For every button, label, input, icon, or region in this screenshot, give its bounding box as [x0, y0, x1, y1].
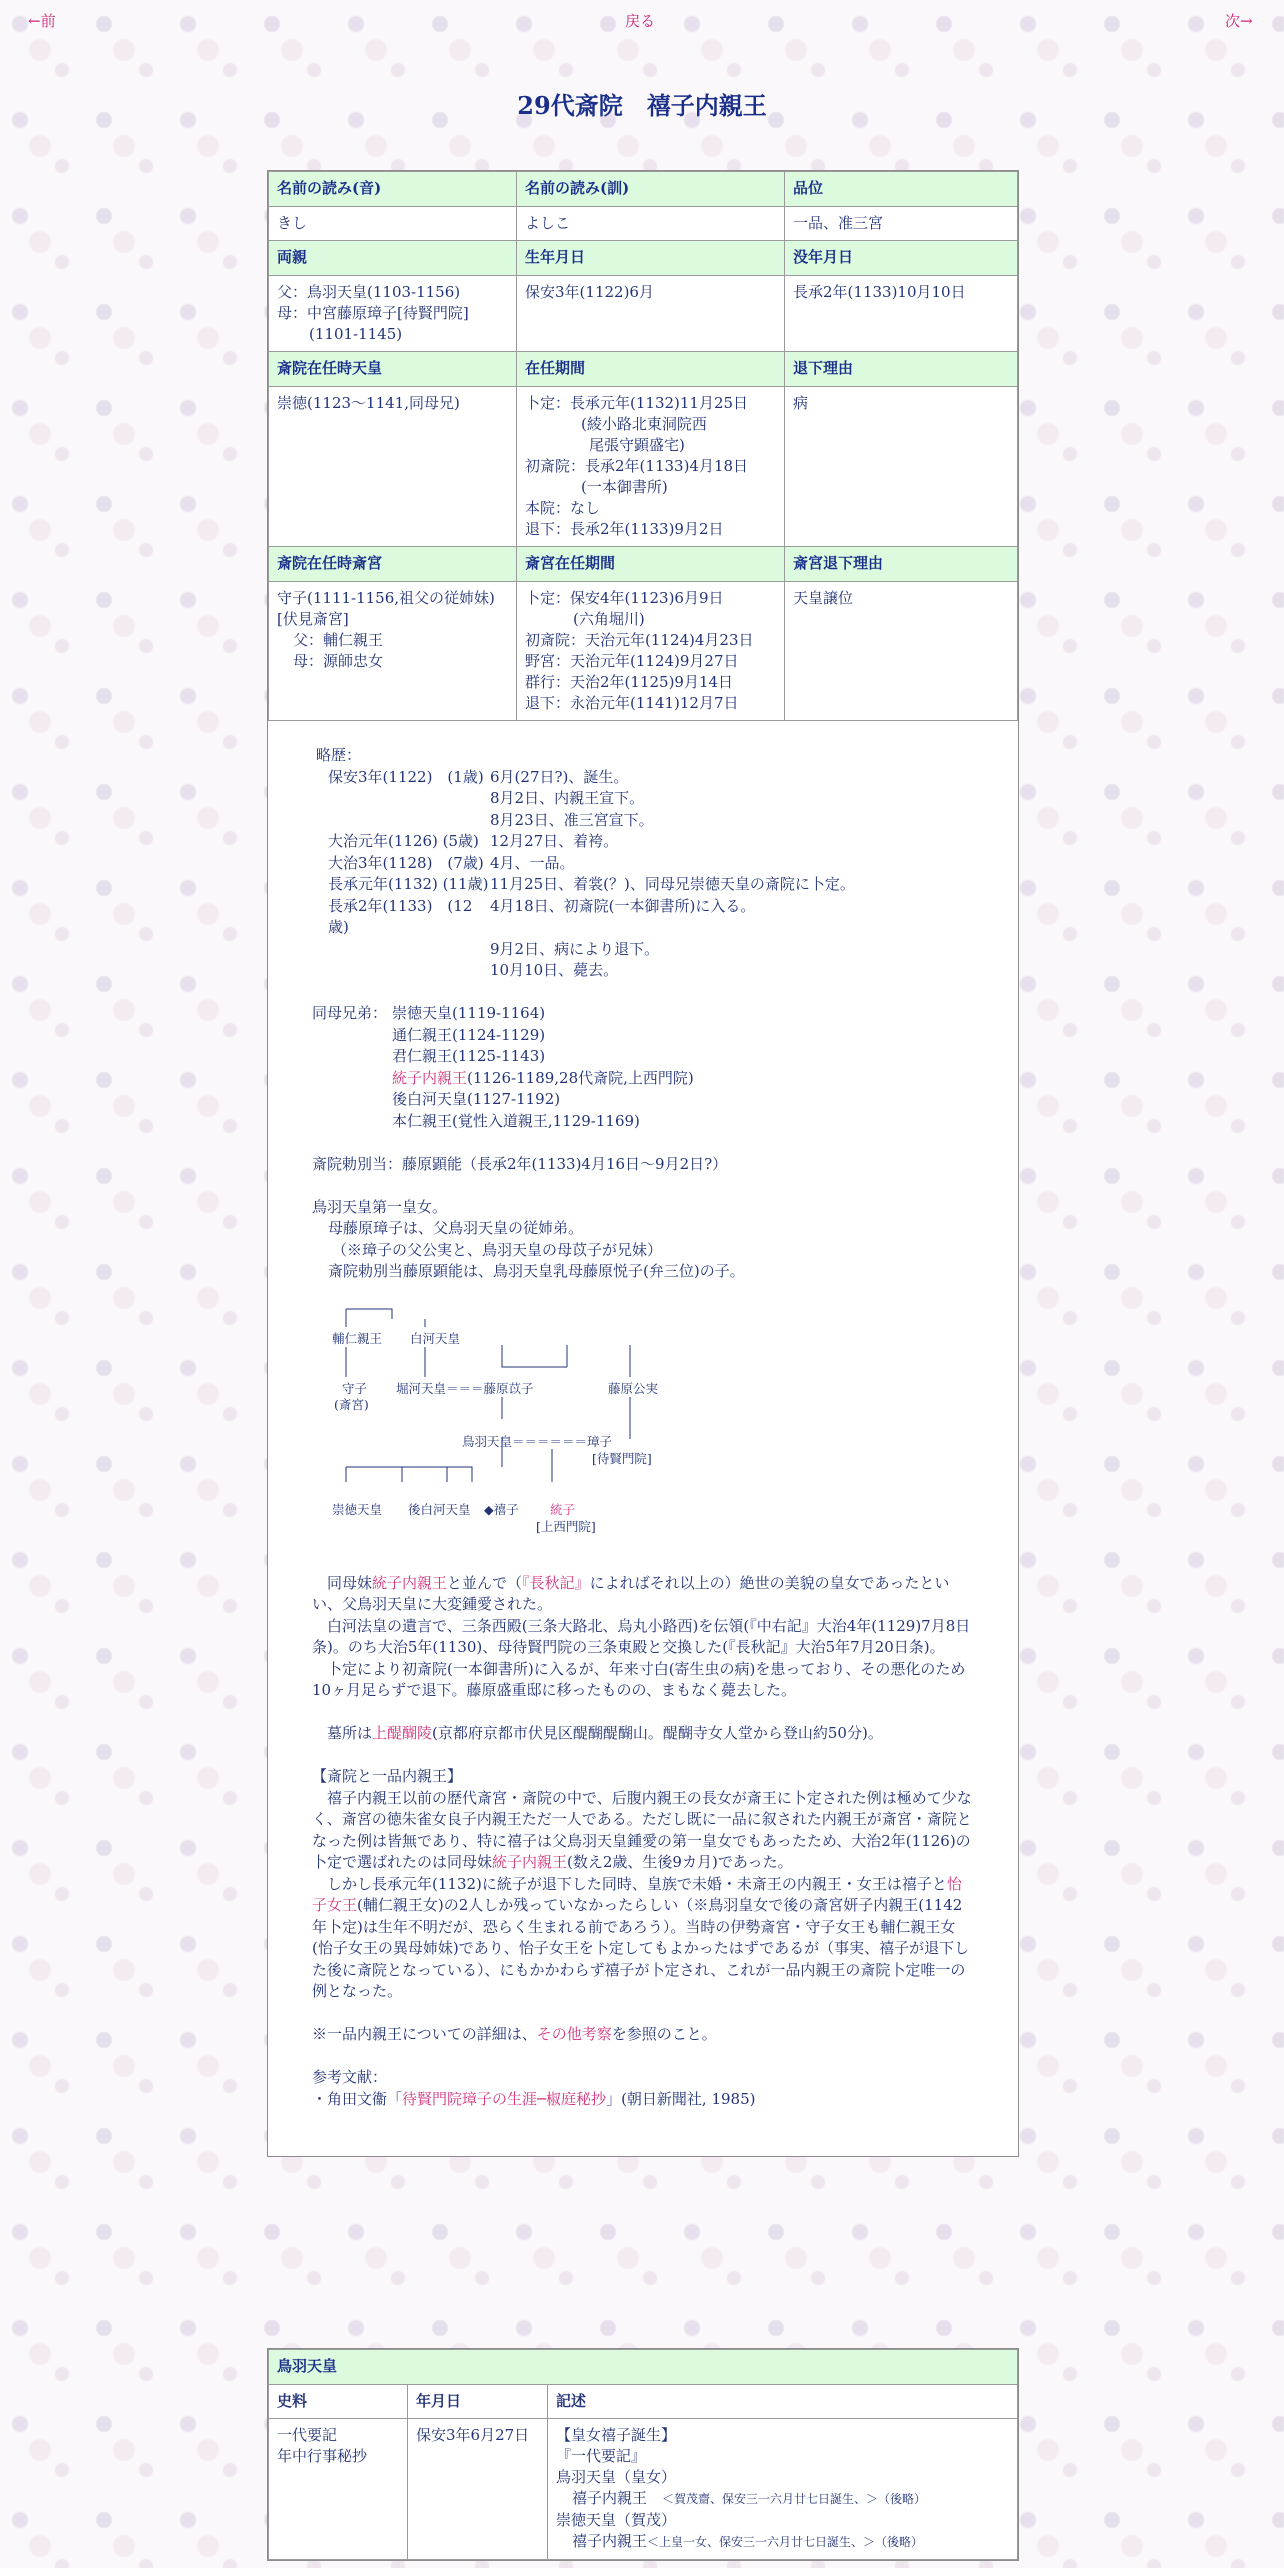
see-also: ※一品内親王についての詳細は、その他考察を参照のこと。 [312, 2025, 717, 2043]
history-event: 8月2日、内親王宣下。 [490, 789, 645, 807]
source-line: 禧子内親王＜上皇一女、保安三一六月廿七日誕生、＞（後略） [572, 2532, 924, 2550]
siblings [312, 1003, 974, 1132]
person-kinzane: 藤原公実 [608, 1380, 659, 1396]
essay-paragraph: 白河法皇の遺言で、三条西殿(三条大路北、烏丸小路西)を伝領(『中右記』大治4年(1129)7月8日条)。のち大治5年(1130)、母待賢門院の三条東殿と交換した(『長秋記』大治5年7月20日条)。 [312, 1616, 971, 1656]
header-cell: 退下理由 [785, 352, 1018, 387]
source-line: 鳥羽天皇（皇女） [556, 2468, 677, 2486]
cell-saigu [269, 582, 517, 721]
source-line: 禧子内親王 ＜賀茂齋、保安三一六月廿七日誕生、＞（後略） [572, 2489, 927, 2507]
cell-reading-kun: よしこ [517, 207, 785, 241]
source-header: 史料 [269, 2385, 408, 2419]
person-sukehito: 輔仁親王 [332, 1330, 383, 1346]
sibling-item: 君仁親王(1125-1143) [392, 1047, 546, 1065]
back-link[interactable]: 戻る [625, 12, 656, 30]
header-cell: 名前の読み(訓) [517, 172, 785, 207]
essay-paragraph: 墓所は上醍醐陵(京都府京都市伏見区醍醐醍醐山。醍醐寺女人堂から登山約50分)。 [327, 1724, 883, 1742]
cell-death: 長承2年(1133)10月10日 [785, 276, 1018, 352]
references-label: 参考文献： [312, 2068, 388, 2086]
header-cell: 斎宮退下理由 [785, 547, 1018, 582]
history-date: 大治元年(1126) (5歳) [328, 832, 479, 850]
muneko-link[interactable]: 統子内親王 [372, 1573, 448, 1592]
reference-link[interactable]: 待賢門院璋子の生涯─椒庭秘抄 [402, 2089, 607, 2108]
note-line: （※璋子の父公実と、鳥羽天皇の母苡子が兄妹） [332, 1240, 663, 1259]
source-doc: 年中行事秘抄 [277, 2447, 368, 2465]
history-event: 4月18日、初斎院(一本御書所)に入る。 [490, 896, 756, 915]
tenure-line: 尾張守顕盛宅) [589, 436, 685, 454]
header-row [269, 352, 1018, 387]
person-moriko: 守子 [342, 1380, 368, 1396]
cell-saigu-reason: 天皇譲位 [785, 582, 1018, 721]
saigu-tenure-line: 卜定：保安4年(1123)6月9日 [525, 589, 724, 607]
cell-reason: 病 [785, 387, 1018, 547]
history-event: 12月27日、着袴。 [490, 832, 619, 850]
header-cell: 名前の読み(音) [269, 172, 517, 207]
source-header: 記述 [548, 2385, 1018, 2419]
cell-parents [269, 276, 517, 352]
sibling-item: 通仁親王(1124-1129) [392, 1025, 546, 1044]
table-row [269, 207, 1018, 241]
profile-table [268, 171, 1018, 721]
essay-paragraph: しかし長承元年(1132)に統子が退下した同時、皇族で未婚・未斎王の内親王・女王は禧子と怡子女王(輔仁親王女)の2人しか残っていなかったらしい（※鳥羽皇女で後の斎宮妍子内親王(1142年卜定)は生年不明だが、恐らく生まれる前であろう）。当時の伊勢斎宮・守子女王も輔仁親王女(怡子女王の異母姉妹)であり、怡子女王を卜定してもよかったはずであるが（事実、禧子が退下した後に斎院となっている）、にもかかわらず禧子が卜定され、これが一品内親王の斎院卜定唯一の例となった。 [312, 1874, 970, 2000]
history-date: 大治3年(1128) (7歳) [328, 853, 484, 872]
source-line: 【皇女禧子誕生】 [556, 2426, 677, 2444]
header-cell: 斎宮在任期間 [517, 547, 785, 582]
father: 父：鳥羽天皇(1103-1156) [277, 283, 461, 301]
history-date [328, 810, 490, 832]
history-event: 6月(27日?)、誕生。 [490, 767, 629, 786]
history-date [328, 939, 490, 961]
table-row [269, 387, 1018, 547]
table-row [269, 582, 1018, 721]
person-yoshiko: ◆禧子 [484, 1501, 519, 1517]
family-tree [312, 1297, 974, 1567]
note-line: 母藤原璋子は、父鳥羽天皇の従姉弟。 [328, 1219, 584, 1237]
person-shirakawa: 白河天皇 [410, 1330, 461, 1346]
person-goshirakawa: 後白河天皇 [408, 1501, 471, 1517]
sibling-item: 後白河天皇(1127-1192) [392, 1090, 561, 1108]
muneko-link[interactable]: 統子内親王 [392, 1068, 468, 1087]
header-cell: 生年月日 [517, 241, 785, 276]
betto: 斎院勅別当：藤原顕能（長承2年(1133)4月16日～9月2日?） [312, 1154, 728, 1173]
table-row [269, 276, 1018, 352]
header-cell: 両親 [269, 241, 517, 276]
saigu-line: 父：輔仁親王 [293, 631, 384, 649]
essay-paragraph: 卜定により初斎院(一本御書所)に入るが、年来寸白(寄生虫の病)を患っており、その悪化のため10ヶ月足らずで退下。藤原盛重邸に移ったものの、まもなく薨去した。 [312, 1659, 966, 1699]
header-cell: 在任期間 [517, 352, 785, 387]
source-line: 崇徳天皇（賀茂） [556, 2511, 677, 2529]
essay-paragraph: 同母妹統子内親王と並んで（『長秋記』によればそれ以上の）絶世の美貌の皇女であったといい、父鳥羽天皇に大変鍾愛された。 [312, 1573, 950, 1613]
header-cell: 没年月日 [785, 241, 1018, 276]
person-muneko[interactable]: 統子 [550, 1501, 576, 1517]
source-line: 『一代要記』 [556, 2447, 647, 2465]
history-label: 略歴： [316, 746, 362, 764]
person-toba: 鳥羽天皇＝＝＝＝＝＝璋子 [462, 1433, 613, 1449]
yoshiko-nyoo-link[interactable]: 怡子女王 [312, 1874, 962, 1914]
essay-paragraph: 禧子内親王以前の歴代斎宮・斎院の中で、后腹内親王の長女が斎王に卜定された例は極めて少なく、斎宮の徳朱雀女良子内親王ただ一人である。ただし既に一品に叙された内親王が斎宮・斎院となった例は皆無であり、特に禧子は父鳥羽天皇鍾愛の第一皇女でもあったため、大治2年(1126)の卜定で選ばれたのは同母妹統子内親王(数え2歳、生後9カ月)であった。 [312, 1788, 972, 1871]
history-event: 4月、一品。 [490, 853, 575, 872]
note-line: 鳥羽天皇第一皇女。 [312, 1197, 448, 1216]
history-date: 長承元年(1132) (11歳) [328, 875, 489, 893]
section-heading: 【斎院と一品内親王】 [312, 1767, 463, 1785]
source-title: 鳥羽天皇 [269, 2350, 1018, 2385]
sibling-note: (1126-1189,28代斎院,上西門院) [467, 1068, 694, 1087]
profile-box [267, 170, 1019, 2157]
person-horikawa: 堀河天皇＝＝＝藤原苡子 [396, 1380, 534, 1396]
sibling-item [392, 1068, 694, 1090]
source-table [268, 2349, 1018, 2560]
tenure-line: 本院：なし [525, 499, 601, 517]
sibling-item: 本仁親王(覚性入道親王,1129-1169) [392, 1111, 640, 1130]
next-link[interactable]: 次→ [1225, 12, 1253, 30]
person-sutoku: 崇徳天皇 [332, 1501, 383, 1517]
cell-saigu-tenure [517, 582, 785, 721]
history-event: 8月23日、准三宮宣下。 [490, 810, 654, 829]
tenure-line: (一本御書所) [581, 478, 668, 496]
saigu-tenure-line: 野宮：天治元年(1124)9月27日 [525, 652, 739, 670]
history-date [328, 788, 490, 810]
header-row [269, 241, 1018, 276]
header-row [269, 547, 1018, 582]
person-joseimon: [上西門院] [536, 1518, 596, 1534]
person-moriko-note: (斎宮) [334, 1396, 369, 1412]
cell-emperor: 崇徳(1123～1141,同母兄) [269, 387, 517, 547]
prev-link[interactable]: ←前 [28, 12, 56, 30]
source-docs [269, 2419, 408, 2560]
saigu-tenure-line: 初斎院：天治元年(1124)4月23日 [525, 631, 754, 649]
cell-birth: 保安3年(1122)6月 [517, 276, 785, 352]
other-study-link[interactable]: その他考察 [536, 2025, 612, 2043]
saigu-tenure-line: (六角堀川) [573, 610, 645, 628]
chosyuki-link[interactable]: 『長秋記』 [522, 1573, 590, 1592]
header-cell: 品位 [785, 172, 1018, 207]
saigu-line: 守子(1111-1156,祖父の従姉妹) [277, 589, 495, 607]
source-text [548, 2419, 1018, 2560]
header-row [269, 172, 1018, 207]
grave-link[interactable]: 上醍醐陵 [372, 1724, 433, 1742]
tenure-line: (綾小路北東洞院西 [581, 415, 707, 433]
biography [268, 721, 1018, 2156]
header-cell: 斎院在任時天皇 [269, 352, 517, 387]
saigu-line: 母：源師忠女 [293, 652, 384, 670]
note-line: 斎院勅別当藤原顕能は、鳥羽天皇乳母藤原悦子(弁三位)の子。 [328, 1262, 745, 1280]
essay [312, 1573, 974, 2111]
tenure-line: 退下：長承2年(1133)9月2日 [525, 520, 724, 538]
source-date: 保安3年6月27日 [408, 2419, 548, 2560]
header-cell: 斎院在任時斎宮 [269, 547, 517, 582]
muneko-link[interactable]: 統子内親王 [492, 1853, 568, 1871]
person-taikenmon: [待賢門院] [592, 1450, 652, 1466]
history-event: 10月10日、薨去。 [490, 961, 619, 979]
history-event: 11月25日、着裳(？)、同母兄崇徳天皇の斎院に卜定。 [490, 875, 855, 893]
tenure-line: 初斎院：長承2年(1133)4月18日 [525, 457, 749, 475]
history-timeline [328, 767, 974, 982]
history-date: 長承2年(1133) (12歳) [328, 896, 473, 936]
saigu-line: [伏見斎宮] [277, 610, 349, 628]
reference-item: ・角田文衞「待賢門院璋子の生涯─椒庭秘抄」(朝日新聞社, 1985) [312, 2089, 756, 2108]
source-row [269, 2419, 1018, 2560]
tenure-line: 卜定：長承元年(1132)11月25日 [525, 394, 749, 412]
page-title: 29代斎院 禧子内親王 [517, 91, 767, 120]
history-event: 9月2日、病により退下。 [490, 939, 660, 958]
cell-tenure [517, 387, 785, 547]
mother-years: (1101-1145) [309, 325, 403, 343]
source-header: 年月日 [408, 2385, 548, 2419]
sibling-item: 崇徳天皇(1119-1164) [392, 1004, 546, 1022]
cell-rank: 一品、准三宮 [785, 207, 1018, 241]
source-doc: 一代要記 [277, 2426, 338, 2444]
history-date [328, 960, 490, 982]
cell-reading-on: きし [269, 207, 517, 241]
saigu-tenure-line: 退下：永治元年(1141)12月7日 [525, 694, 739, 712]
saigu-tenure-line: 群行：天治2年(1125)9月14日 [525, 673, 734, 691]
source-box [267, 2348, 1019, 2561]
mother: 母：中宮藤原璋子[待賢門院] [277, 304, 469, 322]
history-date: 保安3年(1122) (1歳) [328, 767, 484, 786]
siblings-label: 同母兄弟： [312, 1004, 388, 1022]
